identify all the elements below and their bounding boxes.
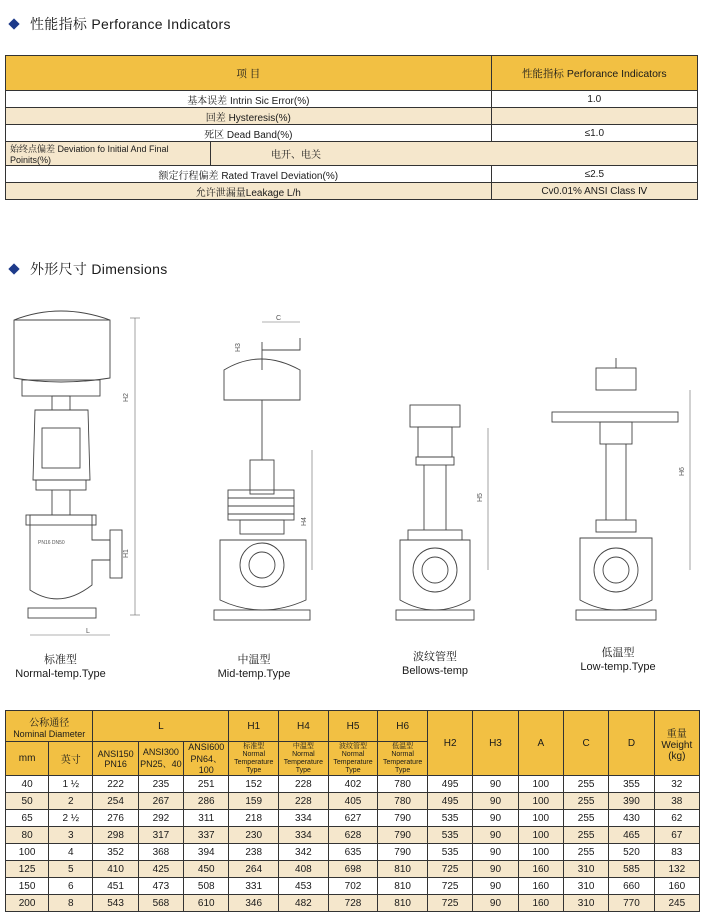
table-cell: 2 bbox=[49, 793, 93, 810]
table-cell: 65 bbox=[6, 810, 49, 827]
table-cell: 228 bbox=[279, 793, 329, 810]
table-cell: 453 bbox=[279, 878, 329, 895]
table-cell: 5 bbox=[49, 861, 93, 878]
h5-cn: 波纹管型 bbox=[339, 742, 367, 750]
weight-en: Weight bbox=[661, 739, 693, 751]
table-cell: 660 bbox=[609, 878, 654, 895]
nominal-header-cn: 公称通径 bbox=[29, 717, 70, 729]
h6-header bbox=[378, 711, 428, 742]
table-cell: 810 bbox=[378, 895, 428, 912]
table-cell: 90 bbox=[473, 861, 518, 878]
table-cell: 610 bbox=[184, 895, 229, 912]
table-cell: 495 bbox=[427, 776, 472, 793]
table-cell: 495 bbox=[427, 793, 472, 810]
table-cell: 222 bbox=[93, 776, 138, 793]
caption-cn: 标准型 bbox=[44, 654, 77, 666]
table-cell: 238 bbox=[229, 844, 279, 861]
d-header: D bbox=[609, 711, 654, 776]
table-cell: 311 bbox=[184, 810, 229, 827]
table-cell: 698 bbox=[328, 861, 378, 878]
table-cell: 728 bbox=[328, 895, 378, 912]
table-cell: 334 bbox=[279, 827, 329, 844]
caption-cn: 波纹管型 bbox=[413, 651, 457, 663]
table-cell: 235 bbox=[138, 776, 183, 793]
weight-header bbox=[654, 711, 699, 776]
table-row bbox=[6, 183, 698, 200]
table-cell: 255 bbox=[563, 844, 608, 861]
table-cell: 80 bbox=[6, 827, 49, 844]
table-row bbox=[6, 166, 698, 183]
table-row bbox=[6, 142, 698, 166]
table-cell: 254 bbox=[93, 793, 138, 810]
table-cell: 317 bbox=[138, 827, 183, 844]
table-cell: 90 bbox=[473, 844, 518, 861]
dim-label-h2: H2 bbox=[123, 393, 130, 402]
caption-cn: 中温型 bbox=[237, 654, 271, 666]
table-cell: 790 bbox=[378, 810, 428, 827]
section-title-text: 性能指标 Perforance Indicators bbox=[30, 16, 231, 32]
h4-en: Normal Temperature Type bbox=[283, 750, 324, 774]
table-cell: 3 bbox=[49, 827, 93, 844]
table-cell: 90 bbox=[473, 878, 518, 895]
table-cell: 90 bbox=[473, 776, 518, 793]
table-cell: 160 bbox=[654, 878, 699, 895]
header-value: 性能指标 Perforance Indicators bbox=[491, 56, 697, 91]
table-cell: 276 bbox=[93, 810, 138, 827]
table-cell: 255 bbox=[563, 776, 608, 793]
l-sub-header: ANSI600 PN64、100 bbox=[184, 742, 229, 776]
table-row bbox=[6, 844, 700, 861]
h6-en: Normal Temperature Type bbox=[383, 750, 423, 774]
table-cell: 6 bbox=[49, 878, 93, 895]
caption-bellows bbox=[390, 650, 480, 678]
table-cell: 425 bbox=[138, 861, 183, 878]
table-cell: 408 bbox=[279, 861, 329, 878]
section-title-text: 外形尺寸 Dimensions bbox=[30, 261, 168, 277]
row-value: Cv0.01% ANSI Class Ⅳ bbox=[491, 183, 697, 200]
nameplate-label: PN16 DN50 bbox=[38, 540, 65, 546]
table-cell: 298 bbox=[93, 827, 138, 844]
table-cell: 38 bbox=[654, 793, 699, 810]
table-cell: 430 bbox=[609, 810, 654, 827]
table-cell: 725 bbox=[427, 878, 472, 895]
caption-normal bbox=[8, 653, 113, 681]
row-label: 允许泄漏量Leakage L/h bbox=[6, 183, 492, 200]
table-cell: 83 bbox=[654, 844, 699, 861]
table-cell: 482 bbox=[279, 895, 329, 912]
table-cell: 535 bbox=[427, 844, 472, 861]
table-cell: 337 bbox=[184, 827, 229, 844]
table-cell: 40 bbox=[6, 776, 49, 793]
dim-label-h4: H4 bbox=[301, 517, 308, 526]
h6-cn: 低温型 bbox=[392, 742, 414, 750]
section-title-performance bbox=[10, 14, 231, 34]
dim-label-h6: H6 bbox=[679, 467, 686, 476]
table-cell: 200 bbox=[6, 895, 49, 912]
table-cell: 90 bbox=[473, 810, 518, 827]
table-cell: 770 bbox=[609, 895, 654, 912]
h1-type bbox=[229, 742, 279, 776]
table-cell: 585 bbox=[609, 861, 654, 878]
table-cell: 4 bbox=[49, 844, 93, 861]
table-row bbox=[6, 827, 700, 844]
table-cell: 535 bbox=[427, 810, 472, 827]
table-row bbox=[6, 793, 700, 810]
row-label: 基本误差 Intrin Sic Error(%) bbox=[6, 91, 492, 108]
normal-type-drawing bbox=[14, 311, 122, 618]
table-cell: 150 bbox=[6, 878, 49, 895]
header-item: 项 目 bbox=[6, 56, 492, 91]
table-cell: 394 bbox=[184, 844, 229, 861]
table-cell: 355 bbox=[609, 776, 654, 793]
table-cell: 8 bbox=[49, 895, 93, 912]
table-cell: 100 bbox=[518, 776, 563, 793]
table-row bbox=[6, 810, 700, 827]
h5-type bbox=[328, 742, 378, 776]
row-value bbox=[491, 108, 697, 125]
row-label: 额定行程偏差 Rated Travel Deviation(%) bbox=[6, 166, 492, 183]
table-cell: 342 bbox=[279, 844, 329, 861]
table-cell: 152 bbox=[229, 776, 279, 793]
table-cell: 255 bbox=[563, 827, 608, 844]
table-cell: 628 bbox=[328, 827, 378, 844]
table-cell: 451 bbox=[93, 878, 138, 895]
table-cell: 310 bbox=[563, 861, 608, 878]
table-cell: 67 bbox=[654, 827, 699, 844]
table-row bbox=[6, 878, 700, 895]
h1-en: Normal Temperature Type bbox=[234, 750, 274, 774]
table-cell: 286 bbox=[184, 793, 229, 810]
caption-mid-temp bbox=[204, 653, 304, 681]
table-cell: 334 bbox=[279, 810, 329, 827]
table-cell: 810 bbox=[378, 861, 428, 878]
table-cell: 228 bbox=[279, 776, 329, 793]
table-row bbox=[6, 108, 698, 125]
table-cell: 100 bbox=[518, 827, 563, 844]
table-cell: 390 bbox=[609, 793, 654, 810]
dimensions-table bbox=[5, 710, 700, 912]
low-temp-type-drawing bbox=[552, 358, 678, 620]
table-cell: 125 bbox=[6, 861, 49, 878]
table-cell: 292 bbox=[138, 810, 183, 827]
dim-label-h3: H3 bbox=[235, 343, 242, 352]
table-cell: 90 bbox=[473, 827, 518, 844]
table-cell: 1 ½ bbox=[49, 776, 93, 793]
table-cell: 100 bbox=[518, 844, 563, 861]
table-cell: 790 bbox=[378, 827, 428, 844]
table-cell: 160 bbox=[518, 861, 563, 878]
table-row bbox=[6, 776, 700, 793]
row-value: ≤1.0 bbox=[491, 125, 697, 142]
l-sub-header: ANSI300 PN25、40 bbox=[138, 742, 183, 776]
table-cell: 627 bbox=[328, 810, 378, 827]
valve-drawings bbox=[0, 290, 706, 650]
table-cell: 405 bbox=[328, 793, 378, 810]
table-cell: 2 ½ bbox=[49, 810, 93, 827]
table-cell: 790 bbox=[378, 844, 428, 861]
caption-cn: 低温型 bbox=[601, 647, 635, 659]
diamond-bullet-icon bbox=[8, 263, 19, 274]
dim-label-l: L bbox=[86, 628, 90, 635]
table-cell: 245 bbox=[654, 895, 699, 912]
table-header-row bbox=[6, 56, 698, 91]
table-cell: 346 bbox=[229, 895, 279, 912]
h6-label: H6 bbox=[396, 720, 410, 732]
diamond-bullet-icon bbox=[8, 18, 19, 29]
row-value: 1.0 bbox=[491, 91, 697, 108]
dim-header-row-1 bbox=[6, 711, 700, 742]
table-cell: 230 bbox=[229, 827, 279, 844]
table-cell: 267 bbox=[138, 793, 183, 810]
h6-type bbox=[378, 742, 428, 776]
table-cell: 473 bbox=[138, 878, 183, 895]
h5-label: H5 bbox=[346, 720, 360, 732]
dim-label-c: C bbox=[276, 315, 282, 322]
table-cell: 310 bbox=[563, 895, 608, 912]
caption-en: Mid-temp.Type bbox=[217, 668, 291, 680]
mid-temp-type-drawing bbox=[214, 338, 310, 620]
table-cell: 62 bbox=[654, 810, 699, 827]
weight-unit: (kg) bbox=[668, 750, 686, 762]
table-cell: 264 bbox=[229, 861, 279, 878]
table-cell: 810 bbox=[378, 878, 428, 895]
h4-type bbox=[279, 742, 329, 776]
table-row bbox=[6, 861, 700, 878]
dim-table-body bbox=[6, 776, 700, 912]
table-row bbox=[6, 895, 700, 912]
table-cell: 368 bbox=[138, 844, 183, 861]
table-cell: 90 bbox=[473, 895, 518, 912]
table-cell: 160 bbox=[518, 878, 563, 895]
inch-header: 英寸 bbox=[49, 742, 93, 776]
table-cell: 568 bbox=[138, 895, 183, 912]
caption-en: Low-temp.Type bbox=[580, 661, 656, 673]
table-cell: 780 bbox=[378, 793, 428, 810]
table-cell: 251 bbox=[184, 776, 229, 793]
table-cell: 352 bbox=[93, 844, 138, 861]
row-label: 回差 Hysteresis(%) bbox=[6, 108, 492, 125]
dim-label-h1: H1 bbox=[123, 549, 130, 558]
table-cell: 508 bbox=[184, 878, 229, 895]
table-cell: 465 bbox=[609, 827, 654, 844]
table-cell: 410 bbox=[93, 861, 138, 878]
h3-header: H3 bbox=[473, 711, 518, 776]
table-cell: 160 bbox=[518, 895, 563, 912]
h1-label: H1 bbox=[247, 720, 261, 732]
performance-table bbox=[5, 55, 698, 200]
table-cell: 450 bbox=[184, 861, 229, 878]
table-cell: 635 bbox=[328, 844, 378, 861]
dim-label-h5: H5 bbox=[477, 493, 484, 502]
table-cell: 402 bbox=[328, 776, 378, 793]
table-cell: 100 bbox=[6, 844, 49, 861]
table-cell: 90 bbox=[473, 793, 518, 810]
table-row bbox=[6, 91, 698, 108]
table-cell: 159 bbox=[229, 793, 279, 810]
table-cell: 255 bbox=[563, 810, 608, 827]
h4-header bbox=[279, 711, 329, 742]
caption-en: Normal-temp.Type bbox=[15, 668, 106, 680]
table-cell: 100 bbox=[518, 793, 563, 810]
h4-label: H4 bbox=[296, 720, 310, 732]
table-cell: 255 bbox=[563, 793, 608, 810]
table-row bbox=[6, 125, 698, 142]
nominal-header-en: Nominal Diameter bbox=[13, 728, 86, 739]
row-label: 死区 Dead Band(%) bbox=[6, 125, 492, 142]
h1-header bbox=[229, 711, 279, 742]
row-value: ≤2.5 bbox=[491, 166, 697, 183]
weight-cn: 重量 bbox=[666, 728, 687, 740]
table-cell: 331 bbox=[229, 878, 279, 895]
row-label: 始终点偏差 Deviation fo Initial And Final Poinits(%) bbox=[6, 142, 211, 166]
h2-header: H2 bbox=[427, 711, 472, 776]
table-cell: 702 bbox=[328, 878, 378, 895]
l-header: L bbox=[93, 711, 229, 742]
caption-low-temp bbox=[568, 646, 668, 674]
table-cell: 725 bbox=[427, 861, 472, 878]
h4-cn: 中温型 bbox=[292, 742, 314, 750]
table-cell: 520 bbox=[609, 844, 654, 861]
nominal-header bbox=[6, 711, 93, 742]
table-cell: 132 bbox=[654, 861, 699, 878]
table-cell: 50 bbox=[6, 793, 49, 810]
mm-header: mm bbox=[6, 742, 49, 776]
l-sub-header: ANSI150 PN16 bbox=[93, 742, 138, 776]
table-cell: 543 bbox=[93, 895, 138, 912]
section-title-dimensions bbox=[10, 259, 168, 279]
table-cell: 218 bbox=[229, 810, 279, 827]
caption-en: Bellows-temp bbox=[401, 665, 469, 677]
c-header: C bbox=[563, 711, 608, 776]
row-value: 电开、电关 bbox=[211, 142, 698, 166]
a-header: A bbox=[518, 711, 563, 776]
table-cell: 535 bbox=[427, 827, 472, 844]
h5-en: Normal Temperature Type bbox=[333, 750, 373, 774]
table-cell: 32 bbox=[654, 776, 699, 793]
table-cell: 310 bbox=[563, 878, 608, 895]
table-cell: 725 bbox=[427, 895, 472, 912]
h1-cn: 标准型 bbox=[243, 742, 265, 750]
table-cell: 100 bbox=[518, 810, 563, 827]
bellows-type-drawing bbox=[396, 405, 474, 620]
h5-header bbox=[328, 711, 378, 742]
table-cell: 780 bbox=[378, 776, 428, 793]
